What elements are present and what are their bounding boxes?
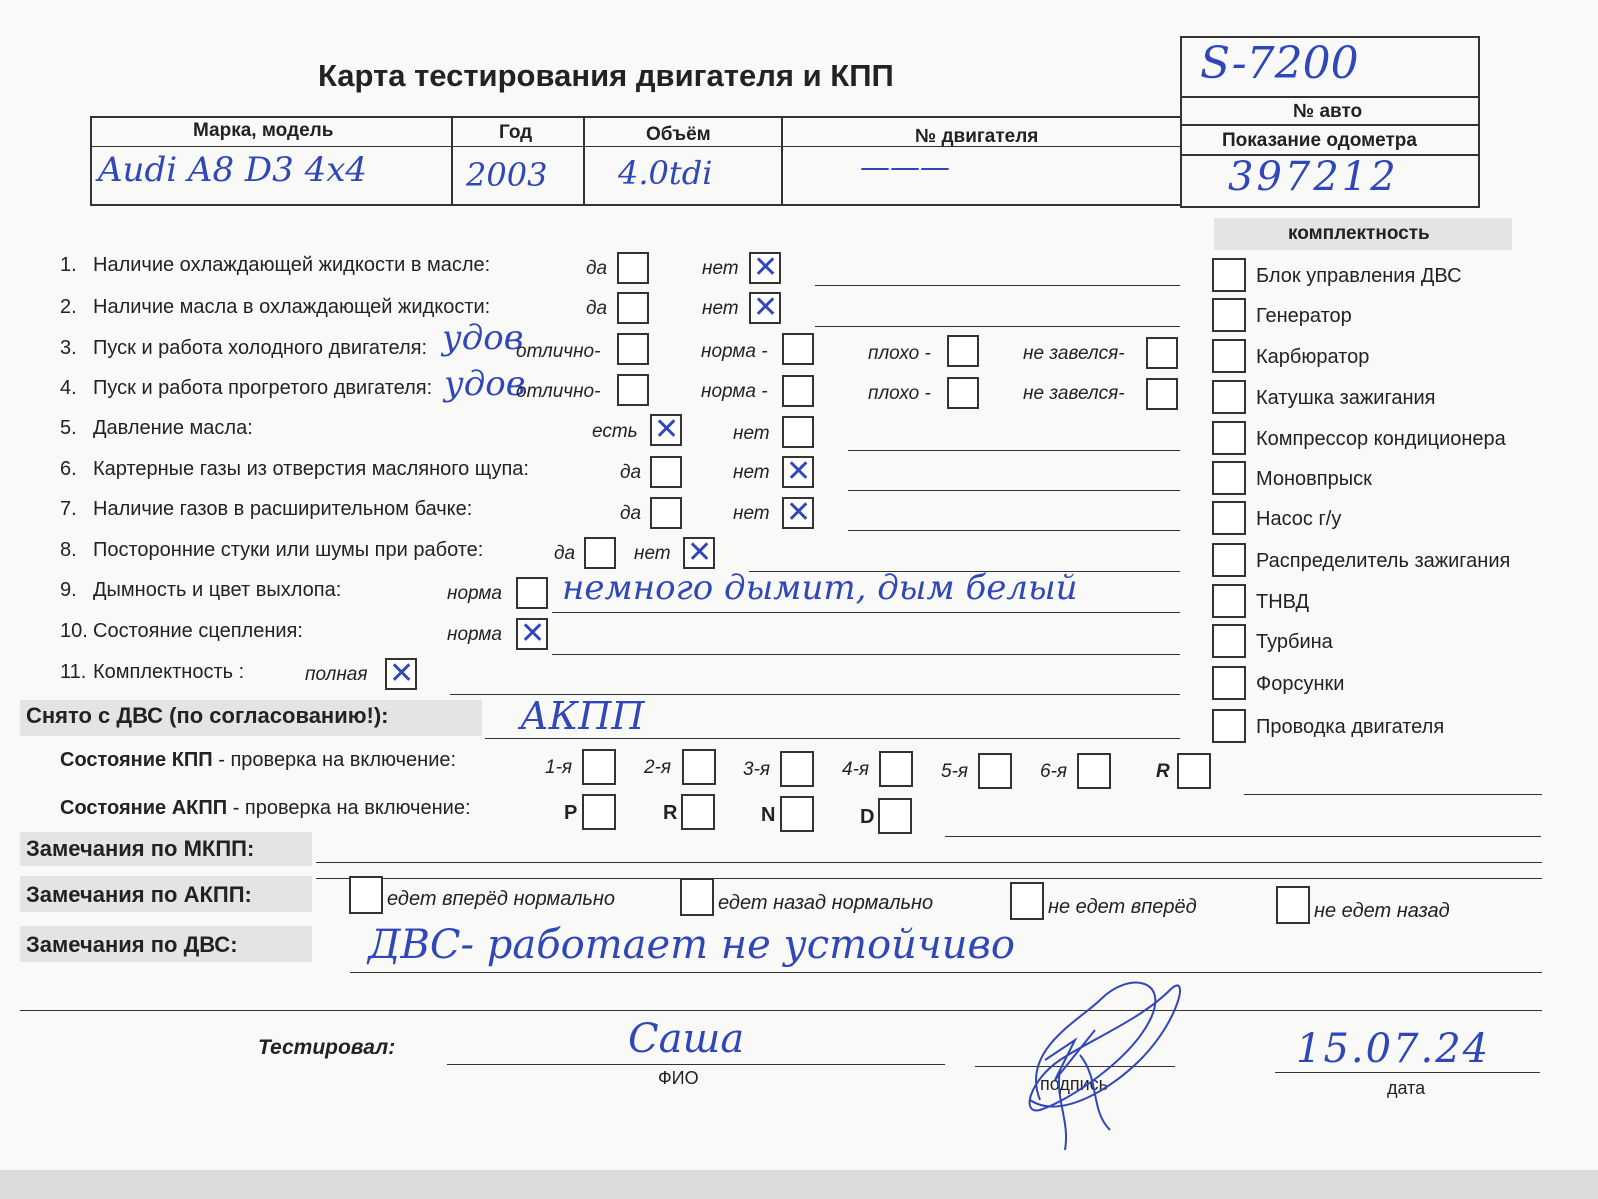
kit-generator-label: Генератор <box>1256 305 1352 327</box>
akpp-gear-p-label: P <box>564 802 578 824</box>
kit-generator-checkbox[interactable] <box>1212 298 1246 332</box>
item-11-label: Комплектность : <box>93 661 245 683</box>
item-4-note: удов <box>444 364 526 404</box>
removed-label: Снято с ДВС (по согласованию!): <box>26 703 389 728</box>
akpp-backward-ok-label: едет назад нормально <box>718 892 934 914</box>
item-7-label: Наличие газов в расширительном бачке: <box>93 498 473 520</box>
kpp-gear-1-label: 1-я <box>545 757 573 778</box>
kpp-gear-6-checkbox[interactable] <box>1077 753 1111 789</box>
item-1-yes-checkbox[interactable] <box>617 252 649 284</box>
item-5-no-checkbox[interactable] <box>782 416 814 448</box>
item-11-opt-full: полная <box>305 664 368 685</box>
item-4-label: Пуск и работа прогретого двигателя: <box>93 377 433 399</box>
kit-mono-injection-checkbox[interactable] <box>1212 461 1246 495</box>
kpp-gear-2-label: 2-я <box>644 757 672 778</box>
item-7-yes-checkbox[interactable] <box>650 497 682 529</box>
akpp-forward-ok-label: едет вперёд нормально <box>387 888 616 910</box>
remarks-akpp-label: Замечания по АКПП: <box>26 882 252 907</box>
kit-ps-pump-checkbox[interactable] <box>1212 501 1246 535</box>
akpp-gear-p-checkbox[interactable] <box>582 794 616 830</box>
kit-ignition-coil-label: Катушка зажигания <box>1256 387 1436 409</box>
item-2-no-mark: ✕ <box>753 290 779 325</box>
item-5-number: 5. <box>60 417 77 439</box>
kpp-gear-4-label: 4-я <box>842 759 870 780</box>
item-8-label: Посторонние стуки или шумы при работе: <box>93 539 484 561</box>
item-2-yes-checkbox[interactable] <box>617 292 649 324</box>
item-7-opt-yes: да <box>620 503 642 524</box>
item-4-no-start-checkbox[interactable] <box>1146 378 1178 410</box>
kit-distributor-checkbox[interactable] <box>1212 543 1246 577</box>
item-4-opt-bad: плохо - <box>868 383 931 404</box>
kit-distributor-label: Распределитель зажигания <box>1256 550 1511 572</box>
item-10-normal-mark: ✕ <box>520 616 546 651</box>
item-8-yes-checkbox[interactable] <box>584 537 616 569</box>
kit-injection-pump-checkbox[interactable] <box>1212 584 1246 618</box>
item-8-no-mark: ✕ <box>687 535 713 570</box>
item-8-opt-yes: да <box>554 543 576 564</box>
kit-ecu-checkbox[interactable] <box>1212 258 1246 292</box>
akpp-gear-n-label: N <box>761 804 776 826</box>
item-5-opt-no: нет <box>733 423 770 444</box>
item-1-no-mark: ✕ <box>753 250 779 285</box>
akpp-gear-r-label: R <box>663 802 678 824</box>
kpp-gear-1-checkbox[interactable] <box>582 749 616 785</box>
item-4-excellent-checkbox[interactable] <box>617 374 649 406</box>
remarks-mkpp-line-1 <box>316 862 1542 863</box>
item-9-number: 9. <box>60 579 77 601</box>
akpp-gear-d-checkbox[interactable] <box>878 798 912 834</box>
item-3-excellent-checkbox[interactable] <box>617 333 649 365</box>
akpp-no-backward-checkbox[interactable] <box>1276 886 1310 924</box>
removed-value: АКПП <box>520 694 645 738</box>
tester-name: Саша <box>628 1016 745 1062</box>
item-10-opt-normal: норма <box>447 624 502 645</box>
kpp-label: Состояние КПП - проверка на включение: <box>60 749 457 771</box>
item-6-note-line <box>848 490 1180 491</box>
item-1-note-line <box>815 285 1180 286</box>
item-11-full-mark: ✕ <box>389 656 415 691</box>
item-4-bad-checkbox[interactable] <box>947 377 979 409</box>
akpp-gear-n-checkbox[interactable] <box>780 796 814 832</box>
item-6-opt-no: нет <box>733 462 770 483</box>
col-divider-3 <box>781 116 783 206</box>
item-1-label: Наличие охлаждающей жидкости в масле: <box>93 254 491 276</box>
item-6-yes-checkbox[interactable] <box>650 456 682 488</box>
kit-ecu-label: Блок управления ДВС <box>1256 265 1462 287</box>
item-4-opt-excellent: отлично- <box>516 381 601 402</box>
kpp-gear-r-checkbox[interactable] <box>1177 753 1211 789</box>
date-label: дата <box>1387 1078 1426 1098</box>
col-engine-header: № двигателя <box>915 126 1039 147</box>
col-model-header: Марка, модель <box>193 120 334 141</box>
kit-injectors-checkbox[interactable] <box>1212 666 1246 700</box>
kit-mono-injection-label: Моновпрыск <box>1256 468 1372 490</box>
document-title: Карта тестирования двигателя и КПП <box>318 58 894 93</box>
akpp-backward-ok-checkbox[interactable] <box>680 878 714 916</box>
kpp-gear-6-label: 6-я <box>1040 761 1068 782</box>
kit-injection-pump-label: ТНВД <box>1256 591 1310 613</box>
item-10-number: 10. <box>60 620 88 642</box>
item-3-opt-normal: норма - <box>701 341 768 362</box>
kit-ac-compressor-label: Компрессор кондиционера <box>1256 428 1506 450</box>
item-1-number: 1. <box>60 254 77 276</box>
date-line <box>1275 1072 1540 1073</box>
year-value: 2003 <box>466 156 548 194</box>
akpp-gear-d-label: D <box>860 806 875 828</box>
item-10-label: Состояние сцепления: <box>93 620 303 642</box>
kpp-gear-3-checkbox[interactable] <box>780 751 814 787</box>
kpp-gear-r-label: R <box>1156 761 1170 782</box>
kpp-gear-3-label: 3-я <box>743 759 771 780</box>
remarks-dvs-line-1 <box>350 972 1542 973</box>
item-5-yes-mark: ✕ <box>654 412 680 447</box>
item-3-opt-excellent: отлично- <box>516 341 601 362</box>
kit-title: комплектность <box>1288 223 1430 244</box>
item-5-opt-yes: есть <box>592 421 638 442</box>
item-1-opt-yes: да <box>586 258 608 279</box>
car-number-value: S-7200 <box>1200 38 1359 89</box>
item-7-no-mark: ✕ <box>786 495 812 530</box>
remarks-mkpp-line-2 <box>316 878 1542 879</box>
item-7-opt-no: нет <box>733 503 770 524</box>
fio-line <box>447 1064 945 1065</box>
car-number-label: № авто <box>1293 101 1363 122</box>
odometer-label: Показание одометра <box>1222 130 1417 151</box>
item-3-opt-bad: плохо - <box>868 343 931 364</box>
item-3-normal-checkbox[interactable] <box>782 333 814 365</box>
item-3-opt-no-start: не завелся- <box>1023 343 1125 364</box>
item-6-label: Картерные газы из отверстия масляного щупа: <box>93 458 529 480</box>
signature-scribble <box>1000 960 1200 1160</box>
item-4-number: 4. <box>60 377 77 399</box>
remarks-dvs-note: ДВС- работает не устойчиво <box>368 922 1015 968</box>
item-2-note-line <box>815 326 1180 327</box>
item-3-number: 3. <box>60 337 77 359</box>
kit-turbo-label: Турбина <box>1256 631 1333 653</box>
akpp-label: Состояние АКПП - проверка на включение: <box>60 797 471 819</box>
col-year-header: Год <box>499 122 533 143</box>
removed-line <box>485 738 1180 739</box>
remarks-mkpp-label: Замечания по МКПП: <box>26 836 255 861</box>
kit-wiring-label: Проводка двигателя <box>1256 716 1445 738</box>
item-6-opt-yes: да <box>620 462 642 483</box>
item-11-number: 11. <box>60 661 87 683</box>
item-9-note-line <box>552 612 1180 613</box>
item-3-no-start-checkbox[interactable] <box>1146 337 1178 369</box>
tested-by-label: Тестировал: <box>258 1036 396 1059</box>
kit-turbo-checkbox[interactable] <box>1212 624 1246 658</box>
remarks-dvs-line-2 <box>20 1010 1542 1011</box>
kpp-gear-5-checkbox[interactable] <box>978 753 1012 789</box>
item-9-note: немного дымит, дым белый <box>562 568 1078 608</box>
item-8-number: 8. <box>60 539 77 561</box>
kpp-gear-5-label: 5-я <box>941 761 969 782</box>
model-value: Audi A8 D3 4x4 <box>98 150 368 190</box>
volume-value: 4.0tdi <box>618 154 713 192</box>
signature-label: подпись <box>1040 1074 1109 1094</box>
item-8-opt-no: нет <box>634 543 671 564</box>
item-3-note: удов <box>442 318 524 358</box>
kpp-gear-4-checkbox[interactable] <box>879 751 913 787</box>
item-2-label: Наличие масла в охлаждающей жидкости: <box>93 296 491 318</box>
akpp-forward-ok-checkbox[interactable] <box>349 876 383 914</box>
fio-label: ФИО <box>658 1068 699 1088</box>
kit-ignition-coil-checkbox[interactable] <box>1212 380 1246 414</box>
item-4-normal-checkbox[interactable] <box>782 375 814 407</box>
item-5-note-line <box>848 450 1180 451</box>
kit-carburetor-checkbox[interactable] <box>1212 339 1246 373</box>
item-3-label: Пуск и работа холодного двигателя: <box>93 337 428 359</box>
akpp-note-line <box>945 836 1541 837</box>
akpp-no-backward-label: не едет назад <box>1314 900 1450 922</box>
kpp-gear-2-checkbox[interactable] <box>682 749 716 785</box>
col-divider-2 <box>583 116 585 206</box>
akpp-no-forward-checkbox[interactable] <box>1010 882 1044 920</box>
col-volume-header: Объём <box>646 124 711 145</box>
item-2-opt-no: нет <box>702 298 739 319</box>
item-9-opt-normal: норма <box>447 583 502 604</box>
item-9-label: Дымность и цвет выхлопа: <box>93 579 342 601</box>
akpp-no-forward-label: не едет вперёд <box>1048 896 1197 918</box>
kit-ac-compressor-checkbox[interactable] <box>1212 421 1246 455</box>
item-9-normal-checkbox[interactable] <box>516 577 548 609</box>
kit-injectors-label: Форсунки <box>1256 673 1345 695</box>
kpp-note-line <box>1244 794 1542 795</box>
item-4-opt-no-start: не завелся- <box>1023 383 1125 404</box>
item-1-opt-no: нет <box>702 258 739 279</box>
remarks-dvs-label: Замечания по ДВС: <box>26 932 238 957</box>
item-3-bad-checkbox[interactable] <box>947 335 979 367</box>
item-2-opt-yes: да <box>586 298 608 319</box>
kit-ps-pump-label: Насос г/у <box>1256 508 1342 530</box>
item-7-note-line <box>848 530 1180 531</box>
item-5-label: Давление масла: <box>93 417 253 439</box>
col-divider-1 <box>451 116 453 206</box>
akpp-gear-r-checkbox[interactable] <box>681 794 715 830</box>
date-value: 15.07.24 <box>1296 1026 1491 1072</box>
item-6-no-mark: ✕ <box>786 454 812 489</box>
kit-wiring-checkbox[interactable] <box>1212 709 1246 743</box>
engine-number-value: ——— <box>860 150 950 185</box>
kit-carburetor-label: Карбюратор <box>1256 346 1370 368</box>
item-4-opt-normal: норма - <box>701 381 768 402</box>
item-6-number: 6. <box>60 458 77 480</box>
odometer-value: 397212 <box>1228 154 1399 200</box>
item-7-number: 7. <box>60 498 77 520</box>
item-10-note-line <box>552 654 1180 655</box>
item-2-number: 2. <box>60 296 77 318</box>
